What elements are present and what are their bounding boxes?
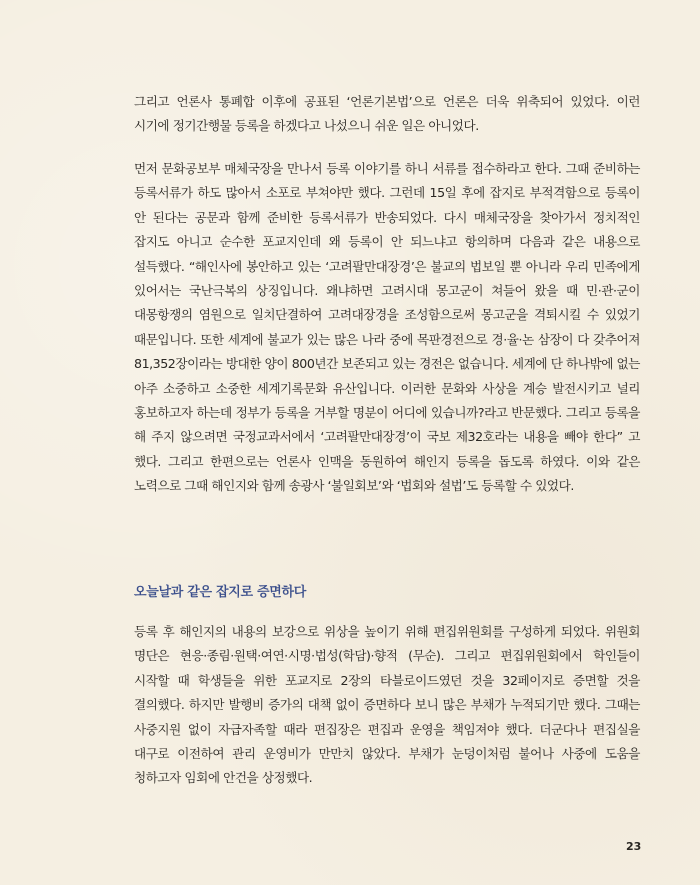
paragraph-intro: 그리고 언론사 통폐합 이후에 공표된 ‘언론기본법’으로 언론은 더욱 위축되어 있었다. 이런 시기에 정기간행물 등록을 하겠다고 나섰으니 쉬운 일은 아니었다.	[134, 94, 640, 134]
section-title: 오늘날과 같은 잡지로 증면하다	[134, 585, 307, 600]
paragraph-registration: 먼저 문화공보부 매체국장을 만나서 등록 이야기를 하니 서류를 접수하라고 한다. 그때 준비하는 등록서류가 하도 많아서 소포로 부쳐야만 했다. 그런데 15일 후에 잡지로 부적격함으로 등록이 안 된다는 공문과 함께 준비한 등록서류가 반송되었다. 다시 매체국장을 찾아가서 정치적인 잡지도 아니고 순수한 포교지인데 왜 등록이 안 되느냐고 항의하며 다음과 같은 내용으로 설득했다. “해인사에 봉안하고 있는 ‘고려팔만대장경’은 불교의 법보일 뿐 아니라 우리 민족에게 있어서는 국난극복의 상징입니다. 왜냐하면 고려시대 몽고군이 쳐들어 왔을 때 민·관·군이 대몽항쟁의 염원으로 일치단결하여 고려대장경을 조성함으로써 몽고군을 격퇴시킬 수 있었기 때문입니다. 또한 세계에 불교가 있는 많은 나라 중에 목판경전으로 경·율·논 삼장이 다 갖추어져 81,352장이라는 방대한 양이 800년간 보존되고 있는 경전은 없습니다. 세계에 단 하나밖에 없는 아주 소중하고 소중한 세계기록문화 유산입니다. 이러한 문화와 사상을 계승 발전시키고 널리 홍보하고자 하는데 정부가 등록을 거부할 명분이 어디에 있습니까?라고 반문했다. 그리고 등록을 해 주지 않으려면 국정교과서에서 ‘고려팔만대장경’이 국보 제32호라는 내용을 빼야 한다” 고 했다. 그리고 한편으로는 언론사 인맥을 동원하여 해인지 등록을 돕도록 하였다. 이와 같은 노력으로 그때 해인지와 함께 송광사 ‘불일회보’와 ‘법회와 설법’도 등록할 수 있었다.	[134, 161, 640, 494]
page-number: 23	[626, 840, 642, 853]
paragraph-expansion: 등록 후 해인지의 내용의 보강으로 위상을 높이기 위해 편집위원회를 구성하게 되었다. 위원회 명단은 현응·종림·원택·여연·시명·법성(학담)·향적 (무순). 그리고 편집위원회에서 학인들이 시작할 때 학생들을 위한 포교지로 2장의 타블로이드였던 것을 32페이지로 증면할 것을 결의했다. 하지만 발행비 증가의 대책 없이 증면하다 보니 많은 부채가 누적되기만 했다. 그때는 사중지원 없이 자급자족할 때라 편집장은 편집과 운영을 책임져야 했다. 더군다나 편집실을 대구로 이전하여 관리 운영비가 만만치 않았다. 부채가 눈덩이처럼 불어나 사중에 도움을 청하고자 임회에 안건을 상정했다.	[134, 624, 640, 786]
